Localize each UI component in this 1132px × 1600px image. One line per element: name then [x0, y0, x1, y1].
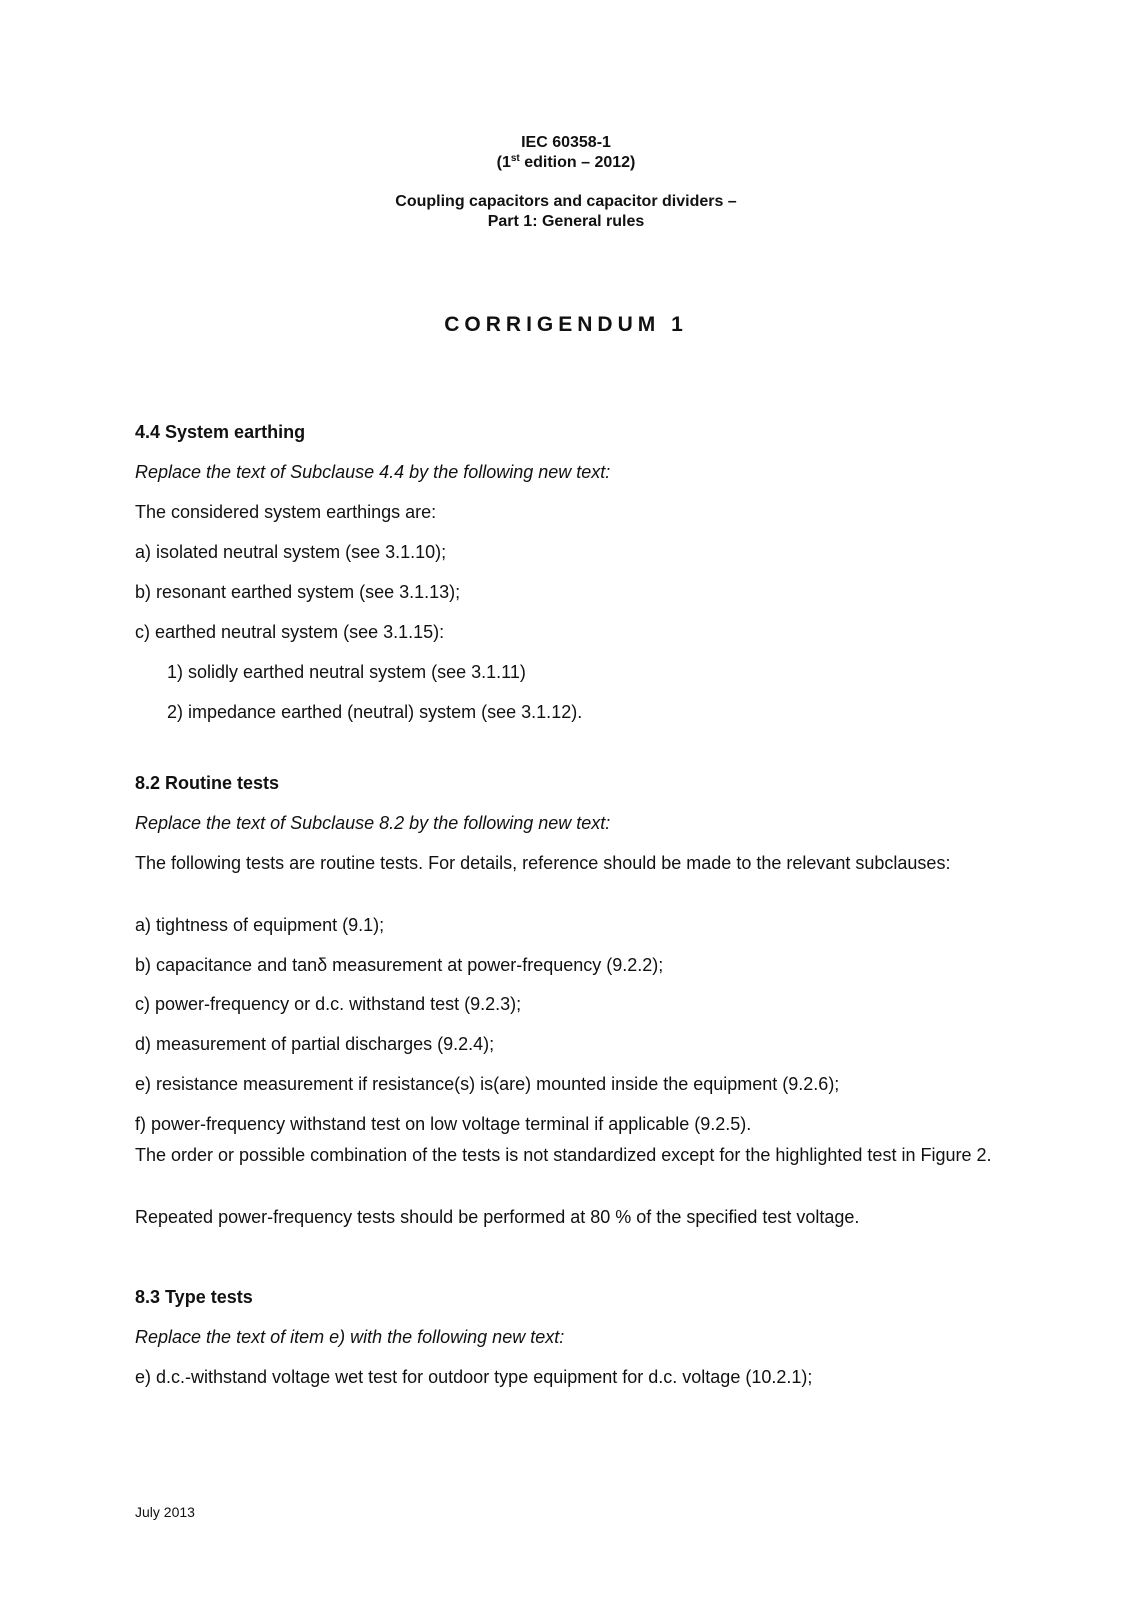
sub-list-item: 2) impedance earthed (neutral) system (see 3.1.12). — [167, 702, 583, 722]
edition-suffix: edition – 2012) — [519, 154, 636, 171]
list-item: d) measurement of partial discharges (9.2.4); — [135, 1034, 495, 1054]
edition-prefix: (1 — [496, 154, 511, 171]
section-intro-8-2: The following tests are routine tests. For details, reference should be made to the relevant subclauses: — [135, 853, 951, 873]
corrigendum-title: CORRIGENDUM 1 — [444, 313, 688, 336]
sub-list-item: 1) solidly earthed neutral system (see 3.1.11) — [167, 662, 526, 682]
list-item: e) d.c.-withstand voltage wet test for outdoor type equipment for d.c. voltage (10.2.1); — [135, 1367, 813, 1387]
list-item: e) resistance measurement if resistance(s) is(are) mounted inside the equipment (9.2.6); — [135, 1074, 840, 1094]
document-title-line-1: Coupling capacitors and capacitor dividers – — [395, 193, 737, 210]
list-item: c) earthed neutral system (see 3.1.15): — [135, 622, 445, 642]
list-item: b) capacitance and tanδ measurement at power-frequency (9.2.2); — [135, 955, 664, 975]
section-heading-4-4: 4.4 System earthing — [135, 422, 306, 442]
order-note: The order or possible combination of the tests is not standardized except for the highlighted test in Figure 2. — [135, 1145, 992, 1165]
section-instruction-4-4: Replace the text of Subclause 4.4 by the following new text: — [135, 462, 611, 482]
edition-superscript: st — [510, 153, 520, 164]
list-item: f) power-frequency withstand test on low voltage terminal if applicable (9.2.5). — [135, 1114, 752, 1134]
standard-number: IEC 60358-1 — [521, 134, 611, 151]
document-title-line-2: Part 1: General rules — [487, 213, 645, 230]
footer-date: July 2013 — [135, 1504, 195, 1520]
list-item: b) resonant earthed system (see 3.1.13); — [135, 582, 461, 602]
repeat-note: Repeated power-frequency tests should be performed at 80 % of the specified test voltage. — [135, 1207, 860, 1227]
list-item: a) isolated neutral system (see 3.1.10); — [135, 542, 447, 562]
list-item: c) power-frequency or d.c. withstand test (9.2.3); — [135, 994, 522, 1014]
edition-line — [0, 153, 1132, 173]
section-heading-8-3: 8.3 Type tests — [135, 1287, 253, 1307]
section-instruction-8-3: Replace the text of item e) with the following new text: — [135, 1327, 565, 1347]
section-intro-4-4: The considered system earthings are: — [135, 502, 437, 522]
section-heading-8-2: 8.2 Routine tests — [135, 773, 280, 793]
list-item: a) tightness of equipment (9.1); — [135, 915, 385, 935]
section-instruction-8-2: Replace the text of Subclause 8.2 by the following new text: — [135, 813, 611, 833]
